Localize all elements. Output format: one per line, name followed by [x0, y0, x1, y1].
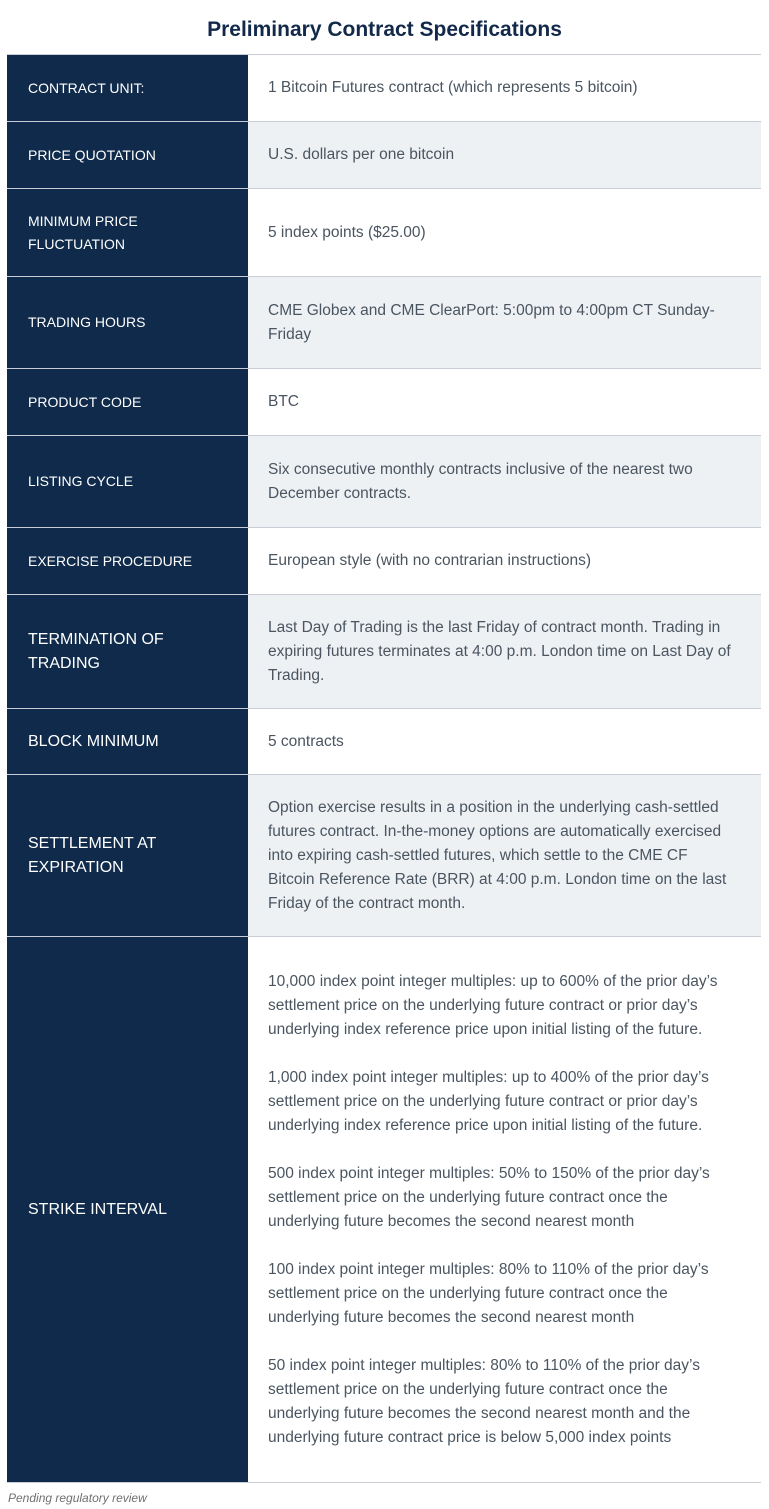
spec-row-min-price-fluctuation	[7, 188, 761, 276]
row-label: TRADING HOURS	[7, 277, 248, 368]
row-value: BTC	[268, 393, 299, 410]
footnote: Pending regulatory review	[8, 1491, 147, 1505]
row-label: PRODUCT CODE	[7, 369, 248, 435]
page-title: Preliminary Contract Specifications	[207, 18, 562, 41]
row-value: 5 index points ($25.00)	[268, 223, 426, 241]
spec-row-trading-hours	[7, 276, 761, 368]
spec-row-strike-interval	[7, 936, 761, 1483]
spec-row-settlement-at-expiration	[7, 774, 761, 936]
spec-row-contract-unit	[7, 54, 761, 121]
row-label: PRICE QUOTATION	[7, 122, 248, 188]
spec-row-exercise-procedure	[7, 527, 761, 594]
row-value: CME Globex and CME ClearPort: 5:00pm to 4:00pm CT Sunday-Friday	[248, 277, 761, 368]
row-label: BLOCK MINIMUM	[7, 709, 248, 774]
row-value: European style (with no contrarian instructions)	[268, 552, 592, 569]
row-label: CONTRACT UNIT:	[7, 55, 248, 121]
row-label: SETTLEMENT AT EXPIRATION	[7, 775, 248, 936]
strike-interval-paragraph: 100 index point integer multiples: 80% to 110% of the prior day’s settlement price on the underlying future contract once the underlying future becomes the second nearest month	[268, 1260, 709, 1326]
row-label: TERMINATION OF TRADING	[7, 595, 248, 708]
spec-row-listing-cycle	[7, 435, 761, 527]
spec-row-block-minimum	[7, 708, 761, 774]
row-value: 1 Bitcoin Futures contract (which represents 5 bitcoin)	[268, 79, 638, 96]
spec-row-product-code	[7, 368, 761, 435]
row-value: U.S. dollars per one bitcoin	[248, 122, 761, 188]
contract-spec-table	[7, 54, 761, 1483]
row-value: Last Day of Trading is the last Friday of contract month. Trading in expiring futures terminates at 4:00 p.m. London time on Last Day of Trading.	[248, 595, 761, 708]
row-value: 5 contracts	[268, 732, 344, 750]
row-label: LISTING CYCLE	[7, 436, 248, 527]
row-value: Six consecutive monthly contracts inclusive of the nearest two December contracts.	[248, 436, 761, 527]
strike-interval-paragraph: 50 index point integer multiples: 80% to 110% of the prior day’s settlement price on the underlying future contract once the underlying future becomes the second nearest month and the underlying future contract price is below 5,000 index points	[268, 1356, 700, 1446]
row-label: STRIKE INTERVAL	[7, 937, 248, 1482]
strike-interval-paragraph: 1,000 index point integer multiples: up to 400% of the prior day’s settlement price on the underlying future contract or prior day’s underlying index reference price upon initial listing of the future.	[268, 1068, 709, 1134]
row-label: EXERCISE PROCEDURE	[7, 528, 248, 594]
strike-interval-paragraph: 10,000 index point integer multiples: up to 600% of the prior day’s settlement price on the underlying future contract or prior day’s underlying index reference price upon initial listing of the future.	[268, 972, 718, 1038]
strike-interval-paragraph: 500 index point integer multiples: 50% to 150% of the prior day’s settlement price on the underlying future contract once the underlying future becomes the second nearest month	[268, 1164, 710, 1230]
strike-interval-details	[248, 937, 761, 1482]
spec-row-price-quotation	[7, 121, 761, 188]
spec-row-termination-of-trading	[7, 594, 761, 708]
row-value: Option exercise results in a position in the underlying cash-settled futures contract. In-the-money options are automatically exercised into expiring cash-settled futures, which settle to the CME CF Bitcoin Reference Rate (BRR) at 4:00 p.m. London time on the last Friday of the contract month.	[248, 775, 761, 936]
row-label: MINIMUM PRICE FLUCTUATION	[7, 189, 248, 276]
